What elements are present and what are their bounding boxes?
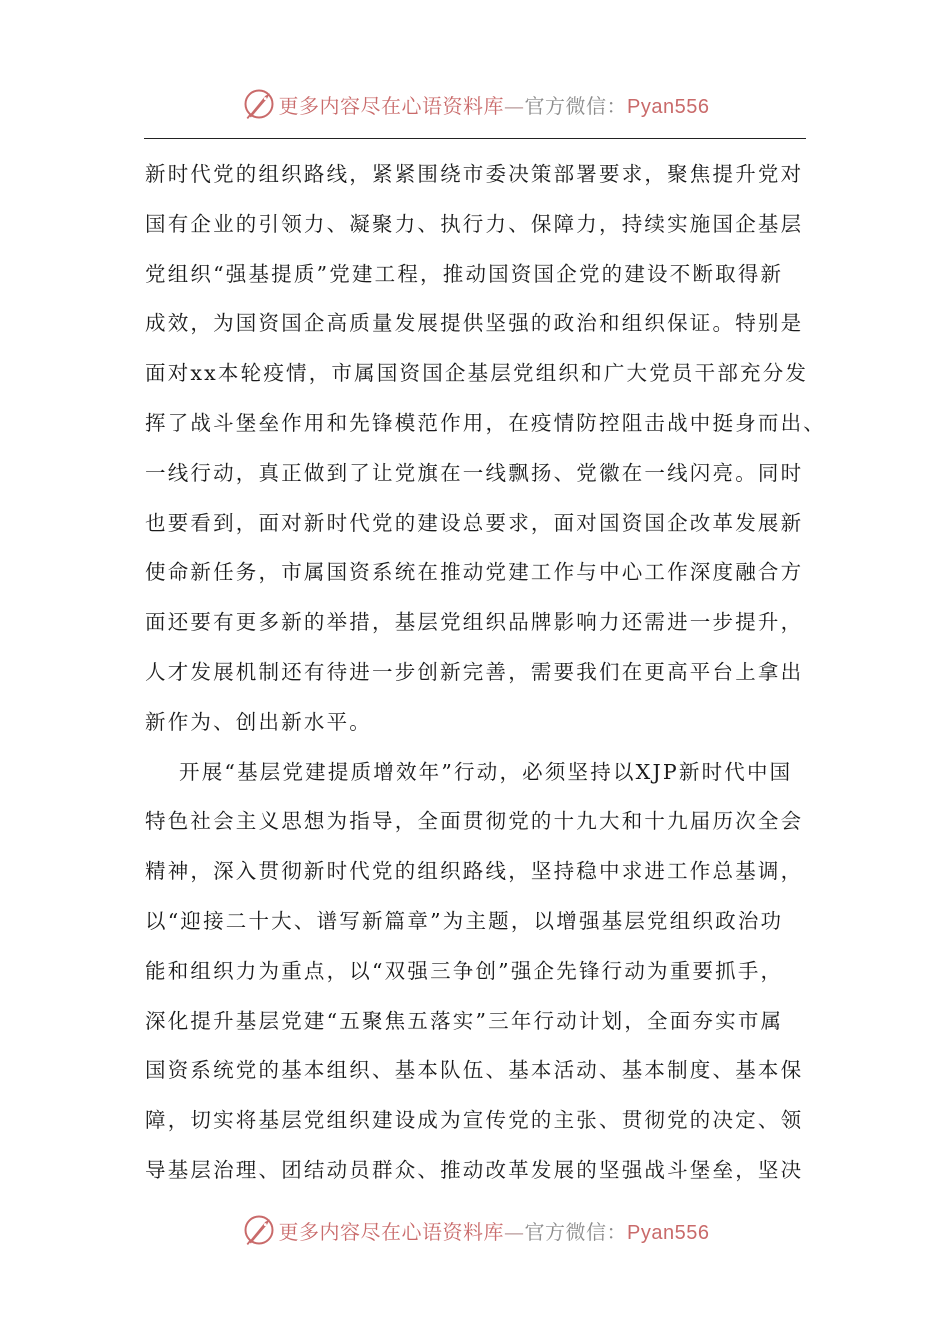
header-banner (0, 84, 950, 124)
text-line: 成效，为国资国企高质量发展提供坚强的政治和组织保证。特别是 (145, 311, 804, 336)
footer-banner-text (279, 1216, 710, 1245)
text-line: 挥了战斗堡垒作用和先锋模范作用，在疫情防控阻击战中挺身而出、 (145, 410, 826, 435)
text-line: 也要看到，面对新时代党的建设总要求，面对国资国企改革发展新 (145, 510, 804, 535)
header-rule (144, 138, 806, 139)
banner-main-text: 更多内容尽在心语资料库 (278, 93, 505, 118)
text-line: 使命新任务，市属国资系统在推动党建工作与中心工作深度融合方 (145, 560, 804, 585)
text-line: 以“迎接二十大、谱写新篇章”为主题，以增强基层党组织政治功 (145, 908, 784, 933)
pen-nib-logo-icon (241, 86, 277, 122)
banner-separator: — (504, 1219, 525, 1244)
text-line: 导基层治理、团结动员群众、推动改革发展的坚强战斗堡垒，坚决 (145, 1157, 804, 1182)
banner-wechat-label: 官方微信： (524, 93, 628, 118)
text-line: 人才发展机制还有待进一步创新完善，需要我们在更高平台上拿出 (145, 659, 804, 684)
text-line: 面对xx本轮疫情，市属国资国企基层党组织和广大党员干部充分发 (145, 361, 809, 386)
paragraph-start-line: 开展“基层党建提质增效年”行动，必须坚持以XJP新时代中国 (179, 759, 793, 784)
text-line: 国资系统党的基本组织、基本队伍、基本活动、基本制度、基本保 (145, 1058, 804, 1083)
banner-wechat-label: 官方微信： (524, 1219, 628, 1244)
footer-banner (0, 1210, 950, 1250)
text-line: 能和组织力为重点，以“双强三争创”强企先锋行动为重要抓手， (145, 958, 784, 983)
banner-separator: — (504, 93, 525, 118)
text-line: 新时代党的组织路线，紧紧围绕市委决策部署要求，聚焦提升党对 (145, 162, 804, 186)
text-line: 精神，深入贯彻新时代党的组织路线，坚持稳中求进工作总基调， (145, 859, 804, 884)
text-line: 国有企业的引领力、凝聚力、执行力、保障力，持续实施国企基层 (145, 211, 804, 236)
header-banner-text (279, 90, 710, 119)
text-line: 特色社会主义思想为指导，全面贯彻党的十九大和十九届历次全会 (145, 809, 804, 834)
text-line: 面还要有更多新的举措，基层党组织品牌影响力还需进一步提升， (145, 610, 804, 635)
banner-wechat-id: Pyan556 (627, 1221, 710, 1244)
pen-nib-logo-icon (241, 1212, 277, 1248)
text-line: 障，切实将基层党组织建设成为宣传党的主张、贯彻党的决定、领 (145, 1108, 804, 1133)
document-body (145, 150, 826, 1196)
text-line: 深化提升基层党建“五聚焦五落实”三年行动计划，全面夯实市属 (145, 1008, 784, 1033)
banner-main-text: 更多内容尽在心语资料库 (278, 1219, 505, 1244)
text-line: 党组织“强基提质”党建工程，推动国资国企党的建设不断取得新 (145, 261, 784, 286)
text-line: 新作为、创出新水平。 (145, 709, 372, 734)
banner-wechat-id: Pyan556 (627, 95, 710, 118)
text-line: 一线行动，真正做到了让党旗在一线飘扬、党徽在一线闪亮。同时 (145, 460, 804, 485)
